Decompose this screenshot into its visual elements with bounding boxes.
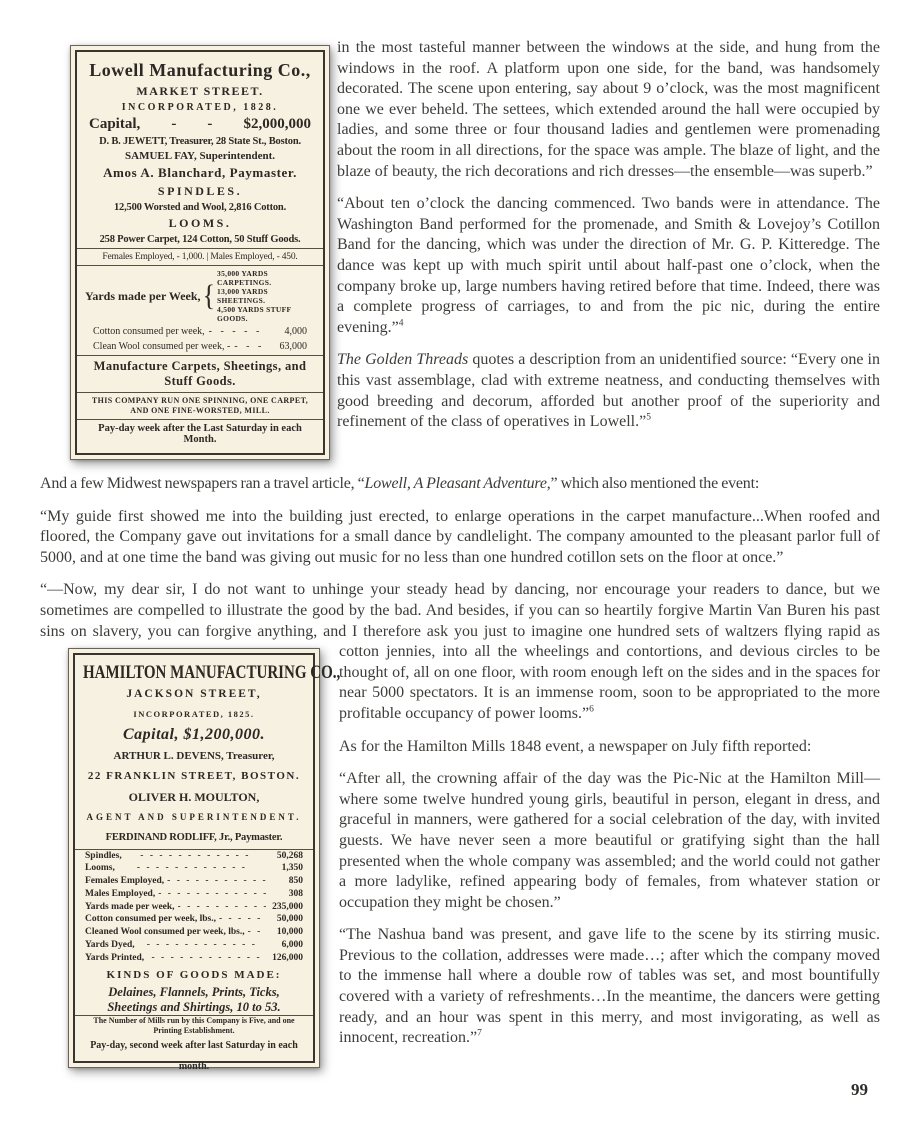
stat-row xyxy=(85,850,303,863)
hamilton-ad-frame xyxy=(73,653,341,1072)
stat-value: 850 xyxy=(288,876,303,887)
consumed-row xyxy=(85,326,315,337)
manufacture-line: Manufacture Carpets, Sheetings, and Stuff Goods. xyxy=(93,358,307,388)
stat-label: Looms, xyxy=(85,863,115,874)
stat-row xyxy=(85,875,303,888)
stat-label: Yards Dyed, xyxy=(85,940,135,951)
stat-label: Males Employed, xyxy=(85,888,156,899)
yards-line: 35,000 YARDS CARPETINGS. xyxy=(217,269,272,288)
capital-value: $2,000,000 xyxy=(243,116,311,133)
stat-row xyxy=(85,926,303,939)
goods-heading: KINDS OF GOODS MADE: xyxy=(106,968,282,981)
dash-leader xyxy=(167,875,266,888)
spindles-heading: SPINDLES. xyxy=(157,184,243,199)
stat-value: 50,000 xyxy=(276,914,303,925)
dash-leader xyxy=(147,952,266,965)
lowell-ad-treasurer: D. B. JEWETT, Treasurer, 28 State St., Boston. xyxy=(99,136,301,148)
paragraph xyxy=(40,507,880,569)
lowell-ad-incorporated: INCORPORATED, 1828. xyxy=(121,102,279,114)
paragraph-text: quotes a description from an unidentified source: “Every one in this vast assemblage, clad with extreme neatness, and conducting themselves with good breeding and decorum, afforded but another proof of the superiority and refinement of the class of operatives in Lowell.” xyxy=(337,351,880,431)
mills-note: The Number of Mills run by this Company is Five, and one Printing Establishment. xyxy=(93,1016,295,1036)
lowell-ad-superintendent: SAMUEL FAY, Superintendent. xyxy=(125,150,275,163)
footnote-ref: 7 xyxy=(477,1028,482,1039)
paragraph-text: “The Nashua band was present, and gave life to the scene by its stirring music. Previous to the collation, addresses were made…; after which the company moved to the immense hall where a double row of tables was set, and most bountifully covered with a variety of refreshments…In the meantime, the dancers were getting ready, and an hour was spent in this merry, and most invigorating, as well as innocent, recreation.” xyxy=(339,926,880,1047)
stat-row xyxy=(85,939,303,952)
consumed-value: 4,000 xyxy=(284,326,307,338)
hamilton-ad-agent-title: AGENT AND SUPERINTENDENT. xyxy=(86,812,302,823)
consumed-label: Cotton consumed per week, xyxy=(93,326,205,338)
hamilton-ad-treasurer: ARTHUR L. DEVENS, Treasurer, xyxy=(113,749,275,762)
looms-heading: LOOMS. xyxy=(168,216,232,231)
lowell-ad-paymaster: Amos A. Blanchard, Paymaster. xyxy=(103,165,297,181)
paragraph xyxy=(40,474,880,495)
dash-leader xyxy=(219,913,266,926)
dash-leader xyxy=(138,939,266,952)
footnote-ref: 5 xyxy=(646,412,651,423)
yards-label: Yards made per Week, xyxy=(85,288,201,303)
dash-leader xyxy=(248,926,266,939)
employed-line: Females Employed, - 1,000. | Males Employed, - 450. xyxy=(102,252,298,263)
divider xyxy=(77,355,323,356)
dash-leader xyxy=(209,326,263,337)
paragraph-text: “After all, the crowning affair of the day was the Pic-Nic at the Hamilton Mill—where some twelve hundred young girls, beautiful in person, elegant in dress, and graceful in manners, were gathered for a social celebration of the day, with invited guests. We have never seen a more beautiful or gratifying sight than the hall presented when the whole company was assembled; and the world could not gather a more ladylike, refined appearing body of females, from whatever station or occupation they might be chosen.” xyxy=(339,770,880,911)
stat-value: 1,350 xyxy=(281,863,303,874)
footnote-ref: 6 xyxy=(589,704,594,715)
dash-leader xyxy=(178,901,266,914)
dash-leader xyxy=(118,862,266,875)
stat-value: 10,000 xyxy=(276,927,303,938)
yards-per-week-row xyxy=(85,269,315,323)
payday-note: Pay-day week after the Last Saturday in each Month. xyxy=(98,422,302,445)
stat-row xyxy=(85,913,303,926)
page-number: 99 xyxy=(851,1080,868,1100)
article-title-italic: Lowell, A Pleasant Adventure xyxy=(364,475,547,492)
stat-value: 126,000 xyxy=(272,952,303,963)
dash-leader xyxy=(158,888,266,901)
paragraph-text: “About ten o’clock the dancing commenced. Two bands were in attendance. The Washington Band performed for the promenade, and Smith & Lovejoy’s Cotillon Band for the dancing, which was under the direction of Mr. G. P. Kitteredge. The dance was kept up with much spirit until about half-past one o’clock, when the company broke up, large numbers having retired before that time. Indeed, there was a complete progress of carriages, to and from the pic nic, during the entire evening.” xyxy=(337,195,880,336)
stat-label: Yards Printed, xyxy=(85,952,145,963)
stat-label: Yards made per week, xyxy=(85,901,175,912)
hamilton-ad-agent: OLIVER H. MOULTON, xyxy=(128,789,260,804)
capital-label: Capital, xyxy=(89,116,141,133)
hamilton-ad-capital: Capital, $1,200,000. xyxy=(122,725,265,743)
stat-label: Spindles, xyxy=(85,850,122,861)
paragraph-text: “My guide first showed me into the building just erected, to enlarge operations in the carpet manufacture...When roofed and floored, the Company gave out invitations for a small dance by candlelight. The company amounted to the pleasant parlor full of 5000, and at one time the band was giving out music for no less than one hundred cotillon sets on the floor at once.” xyxy=(40,507,880,566)
paragraph-text: “—Now, my dear sir, I do not want to unhinge your steady head by dancing, nor encourage your readers to dance, but we sometimes are compelled to illustrate the good by the bad. And besides, if you can so heartily forgive Martin Van Buren his past sins on slavery, you can forgive anything, and I therefore ask you just to imagine one hundred xyxy=(40,581,880,640)
brace-glyph: { xyxy=(202,279,216,313)
paragraph-text: sets of waltzers flying rapid as cotton jennies, into all the wheelings and contortions, and devious circles to be thought of, all on one floor, with room enough left on the sides and in the spaces for near 5000 spectators. It is an immense room, soon to be appropriated to the more profitable occupancy of power looms.” xyxy=(339,622,880,722)
lowell-ad-title: Lowell Manufacturing Co., xyxy=(89,60,311,80)
footnote-ref: 4 xyxy=(398,318,404,329)
hamilton-ad-paymaster: FERDINAND RODLIFF, Jr., Paymaster. xyxy=(105,831,283,843)
stat-value: 308 xyxy=(288,888,303,899)
hamilton-ad-street: JACKSON STREET, xyxy=(126,687,262,700)
stat-label: Cotton consumed per week, lbs., xyxy=(85,914,216,925)
stat-row xyxy=(85,901,303,914)
yards-lines xyxy=(217,269,315,323)
hamilton-stats-table xyxy=(83,850,305,965)
hamilton-advertisement xyxy=(68,648,341,1072)
yards-line: 13,000 YARDS SHEETINGS. xyxy=(217,287,269,306)
spindles-value: 12,500 Worsted and Wool, 2,816 Cotton. xyxy=(114,202,286,214)
payday-note: Pay-day, second week after last Saturday in each month. xyxy=(90,1040,298,1072)
divider xyxy=(77,248,323,249)
lowell-ad-street: MARKET STREET. xyxy=(136,84,264,99)
stat-value: 235,000 xyxy=(272,901,303,912)
paragraph-text: As for the Hamilton Mills 1848 event, a newspaper on July fifth reported: xyxy=(339,737,812,755)
stat-label: Cleaned Wool consumed per week, lbs., xyxy=(85,927,245,938)
company-note: THIS COMPANY RUN ONE SPINNING, ONE CARPET, AND ONE FINE-WORSTED, MILL. xyxy=(91,395,309,415)
goods-value: Delaines, Flannels, Prints, Ticks, Sheetings and Shirtings, 10 to 53. xyxy=(107,985,281,1015)
divider xyxy=(77,392,323,393)
paragraph-text: ,” which also mentioned the event: xyxy=(546,475,760,492)
stat-value: 6,000 xyxy=(281,940,303,951)
stat-value: 50,268 xyxy=(276,850,303,861)
lowell-ad-frame xyxy=(75,50,325,455)
hamilton-ad-incorporated: INCORPORATED, 1825. xyxy=(133,709,255,720)
hamilton-ad-title: HAMILTON MANUFACTURING CO., xyxy=(83,663,341,684)
divider xyxy=(77,419,323,420)
capital-dash: - xyxy=(171,116,177,133)
book-title-italic: The Golden Threads xyxy=(337,351,469,369)
lowell-ad-capital-row xyxy=(85,116,315,133)
consumed-row xyxy=(85,341,315,352)
stat-label: Females Employed, xyxy=(85,876,165,887)
capital-dash: - xyxy=(207,116,213,133)
hamilton-ad-address: 22 FRANKLIN STREET, BOSTON. xyxy=(87,770,301,783)
paragraph-text: in the most tasteful manner between the windows at the side, and hung from the windows in the roof. A platform upon one side, for the band, was handsomely decorated. The scene upon entering, say about 9 o’clock, was the most magnificent one we ever beheld. The settees, which extended around the hall were occupied by ladies, and some three or four thousand ladies and gentlemen were promenading about the room in all directions, for the space was ample. The blaze of light, and the blaze of beauty, the rich decorations and rich dresses—the ensemble—was superb.” xyxy=(337,39,880,180)
yards-line: 4,500 YARDS STUFF GOODS. xyxy=(217,305,292,324)
dash-leader xyxy=(234,341,263,352)
stat-row xyxy=(85,952,303,965)
paragraph-text: And a few Midwest newspapers ran a travel article, “ xyxy=(40,475,365,492)
consumed-label: Clean Wool consumed per week, - xyxy=(93,340,231,352)
divider xyxy=(77,265,323,266)
looms-value: 258 Power Carpet, 124 Cotton, 50 Stuff Goods. xyxy=(99,234,301,246)
consumed-value: 63,000 xyxy=(279,340,307,352)
stat-row xyxy=(85,888,303,901)
lowell-advertisement xyxy=(70,45,330,460)
dash-leader xyxy=(125,850,266,863)
stat-row xyxy=(85,862,303,875)
